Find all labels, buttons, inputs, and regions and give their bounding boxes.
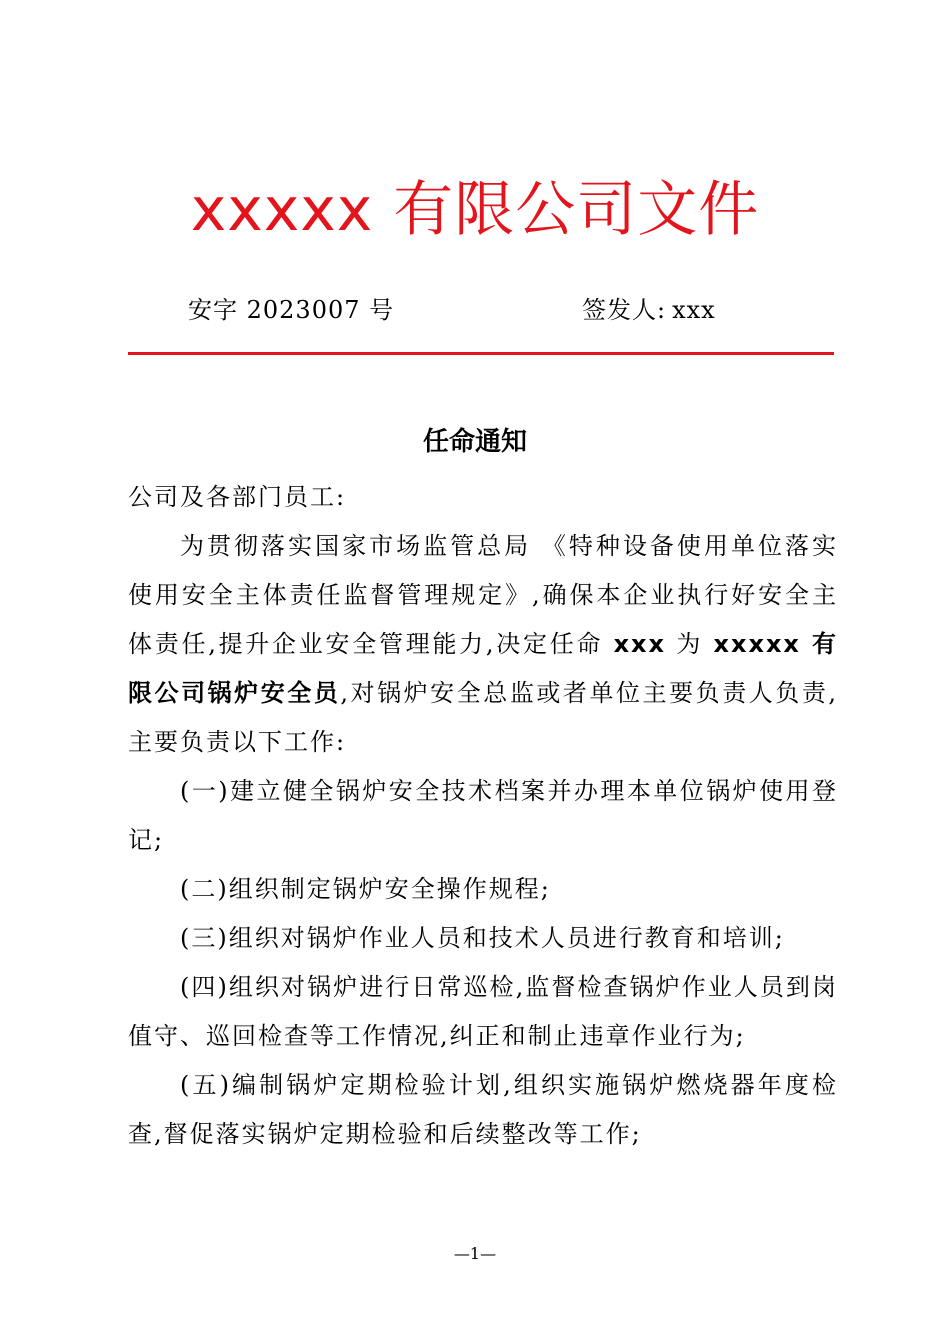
intro-text-2: 为	[666, 630, 714, 658]
header-divider	[128, 352, 834, 355]
issuer-value: xxx	[672, 296, 716, 324]
appointed-position: xxxxx 有限公司锅炉安全员	[128, 630, 838, 707]
duty-item-1: (一)建立健全锅炉安全技术档案并办理本单位锅炉使用登记;	[128, 777, 838, 854]
intro-paragraph	[128, 522, 838, 767]
duty-item-5: (五)编制锅炉定期检验计划,组织实施锅炉燃烧器年度检查,督促落实锅炉定期检验和后续整改等工作;	[128, 1071, 838, 1148]
intro-text-3: ,对锅炉安全总监或者单位主要负责人负责,主要负责以下工作:	[128, 679, 839, 756]
appointee-name: xxx	[613, 630, 667, 658]
duty-item-4: (四)组织对锅炉进行日常巡检,监督检查锅炉作业人员到岗值守、巡回检查等工作情况,纠正和制止违章作业行为;	[128, 973, 838, 1050]
duty-item-2: (二)组织制定锅炉安全操作规程;	[180, 875, 551, 903]
document-number: 安字 2023007 号	[188, 296, 395, 324]
intro-text-1: 为贯彻落实国家市场监管总局 《特种设备使用单位落实使用安全主体责任监督管理规定》,确保本企业执行好安全主体责任,提升企业安全管理能力,决定任命	[128, 532, 838, 658]
salutation: 公司及各部门员工:	[128, 483, 347, 511]
duty-item-3: (三)组织对锅炉作业人员和技术人员进行教育和培训;	[180, 924, 785, 952]
notice-title: 任命通知	[422, 427, 527, 457]
issuer-label: 签发人:	[582, 296, 667, 324]
notice-body	[128, 473, 838, 1159]
page-number: —1—	[453, 1244, 497, 1263]
issuer	[582, 292, 716, 328]
document-header-title: xxxxx 有限公司文件	[190, 175, 760, 245]
